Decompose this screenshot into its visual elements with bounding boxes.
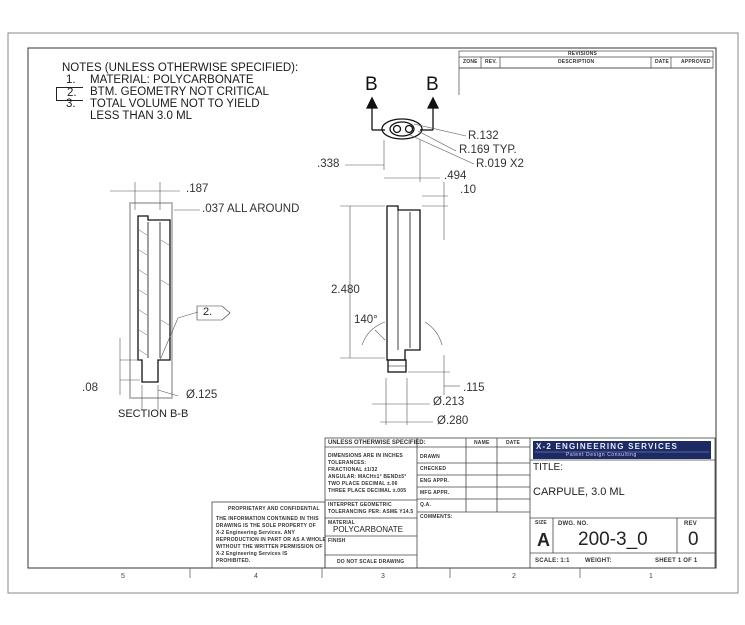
rev-col-date: DATE (655, 59, 670, 65)
dim-dia-213: Ø.213 (433, 396, 465, 408)
tb-size-label: SIZE (535, 520, 547, 526)
company-subtitle: Patent Design Consulting (566, 452, 637, 458)
dim-115: .115 (463, 382, 485, 394)
tb-material: POLYCARBONATE (333, 525, 403, 534)
tb-spec-3: ANGULAR: MACH±1° BEND±5° (328, 474, 407, 480)
section-letter-right: B (426, 74, 439, 95)
tb-scale: SCALE: 1:1 (535, 558, 570, 564)
top-view (367, 98, 438, 139)
dim-10: .10 (460, 184, 476, 196)
tb-size: A (537, 530, 550, 550)
zone-2: 2 (512, 573, 516, 580)
dim-037-all-around: .037 ALL AROUND (202, 203, 300, 215)
tb-interpret-1: TOLERANCING PER: ASME Y14.5 (328, 509, 414, 515)
section-label: SECTION B-B (118, 408, 189, 420)
tb-row-qa: Q.A. (420, 502, 432, 508)
dim-187: .187 (186, 183, 209, 195)
tb-dwg-label: DWG. NO. (558, 521, 589, 527)
tb-title: CARPULE, 3.0 ML (533, 486, 625, 498)
tb-row-comments: COMMENTS: (420, 514, 453, 520)
dim-dia-125: Ø.125 (186, 389, 218, 401)
note-1-num: 1. (66, 74, 76, 86)
dim-r169-typ: R.169 TYP. (459, 144, 517, 156)
tb-spec-0: DIMENSIONS ARE IN INCHES (328, 453, 403, 459)
rev-col-approved: APPROVED (681, 59, 711, 65)
note-2-num-text: 2. (67, 87, 77, 99)
dim-494: .494 (444, 170, 467, 182)
tb-row-checked: CHECKED (420, 466, 447, 472)
proprietary-line-1: DRAWING IS THE SOLE PROPERTY OF (216, 523, 317, 529)
revision-table (459, 51, 713, 95)
tb-unless: UNLESS OTHERWISE SPECIFIED: (328, 440, 426, 446)
dim-dia-280: Ø.280 (437, 415, 469, 427)
section-note-flag: 2. (203, 306, 213, 318)
zone-ticks (190, 568, 580, 578)
proprietary-line-4: WITHOUT THE WRITTEN PERMISSION OF (216, 544, 323, 550)
proprietary-line-5: X-2 Engineering Services IS (216, 551, 288, 557)
tb-col-name: NAME (474, 440, 490, 446)
note-1-text: MATERIAL: POLYCARBONATE (90, 74, 254, 86)
tb-dwg-no: 200-3_0 (578, 529, 648, 550)
proprietary-line-2: X-2 Engineering Services. ANY (216, 530, 295, 536)
zone-5: 5 (121, 573, 125, 580)
tb-spec-5: THREE PLACE DECIMAL ±.005 (328, 488, 407, 494)
notes-header: NOTES (UNLESS OTHERWISE SPECIFIED): (62, 62, 299, 74)
front-view (340, 182, 460, 425)
tb-weight: WEIGHT: (585, 558, 612, 564)
tb-col-date: DATE (506, 440, 521, 446)
tb-material-label: MATERIAL (328, 520, 356, 526)
note-3-continuation: LESS THAN 3.0 ML (90, 110, 193, 122)
section-view (110, 182, 230, 410)
rev-col-zone: ZONE (463, 59, 478, 65)
tb-interpret-0: INTERPRET GEOMETRIC (328, 502, 392, 508)
note-2-text: BTM. GEOMETRY NOT CRITICAL (90, 86, 269, 98)
tb-row-mfg-appr: MFG APPR. (420, 490, 450, 496)
zone-4: 4 (254, 573, 258, 580)
tb-spec-1: TOLERANCES: (328, 460, 367, 466)
note-3-text: TOTAL VOLUME NOT TO YIELD (90, 98, 260, 110)
tb-sheet: SHEET 1 OF 1 (655, 558, 698, 564)
tb-spec-2: FRACTIONAL ±1/32 (328, 467, 378, 473)
section-letter-left: B (365, 74, 378, 95)
tb-rev: 0 (688, 529, 699, 550)
dim-08: .08 (82, 382, 98, 394)
revisions-title: REVISIONS (568, 51, 598, 57)
tb-spec-4: TWO PLACE DECIMAL ±.06 (328, 481, 398, 487)
dim-r132: R.132 (468, 130, 499, 142)
zone-1: 1 (649, 573, 653, 580)
tb-row-drawn: DRAWN (420, 454, 440, 460)
dim-140-deg: 140° (354, 314, 378, 326)
rev-col-description: DESCRIPTION (558, 59, 595, 65)
tb-no-scale: DO NOT SCALE DRAWING (337, 559, 405, 565)
proprietary-title: PROPRIETARY AND CONFIDENTIAL (228, 506, 320, 512)
tb-row-eng-appr: ENG APPR. (420, 478, 450, 484)
rev-col-rev: REV. (485, 59, 498, 65)
zone-3: 3 (381, 573, 385, 580)
dim-2480: 2.480 (331, 284, 360, 296)
tb-finish-label: FINISH (328, 538, 346, 544)
proprietary-line-6: PROHIBITED. (216, 558, 251, 564)
proprietary-line-0: THE INFORMATION CONTAINED IN THIS (216, 516, 319, 522)
dim-r019-x2: R.019 X2 (476, 158, 524, 170)
company-name: X-2 ENGINEERING SERVICES (536, 442, 679, 451)
tb-title-label: TITLE: (533, 462, 564, 473)
note-3-num: 3. (66, 98, 76, 110)
dim-338: .338 (317, 158, 340, 170)
tb-rev-label: REV (684, 521, 697, 527)
proprietary-line-3: REPRODUCTION IN PART OR AS A WHOLE (216, 537, 327, 543)
